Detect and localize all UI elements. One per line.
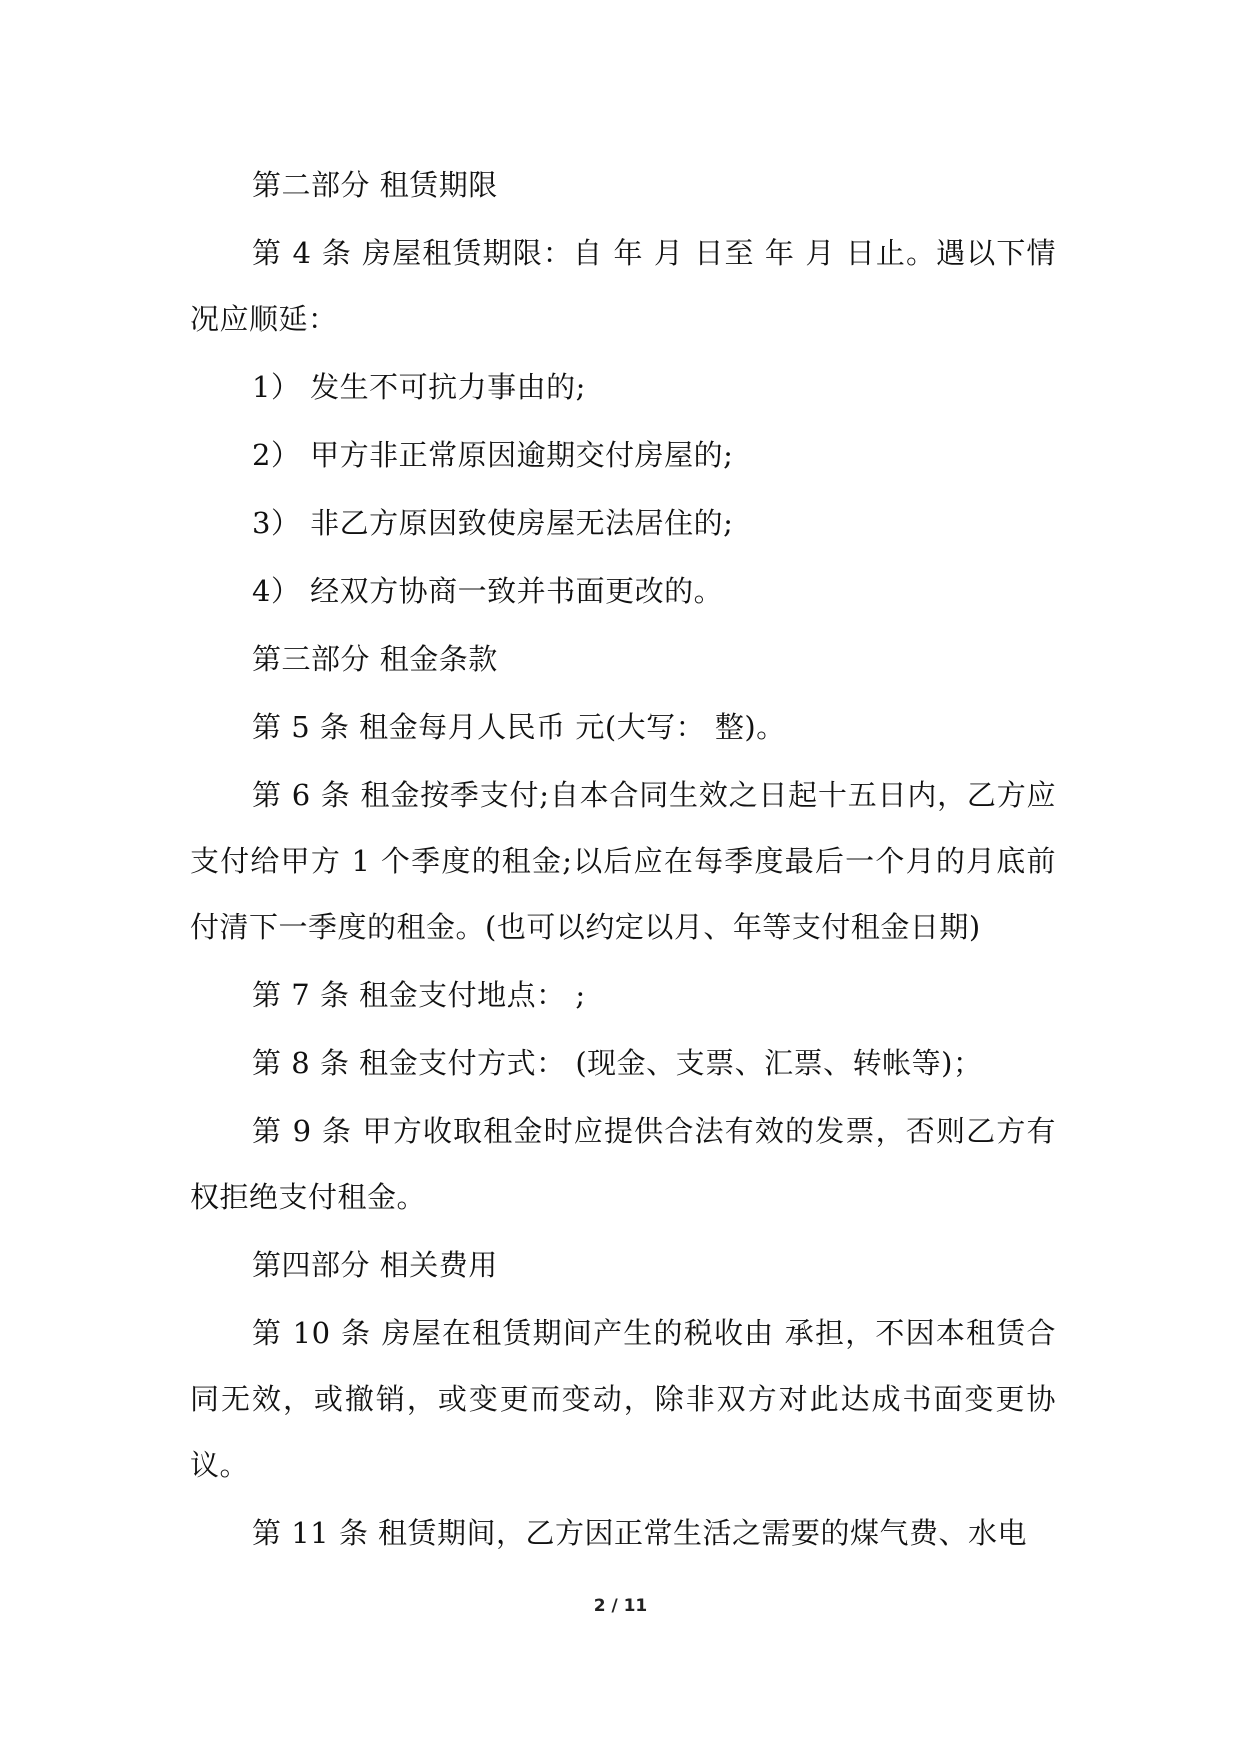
article-10-taxes: 第 10 条 房屋在租赁期间产生的税收由 承担，不因本租赁合同无效，或撤销，或变更而变动，除非双方对此达成书面变更协议。 <box>190 1316 1056 1482</box>
section-heading-related-fees: 第四部分 相关费用 <box>252 1248 498 1282</box>
article-5-monthly-rent: 第 5 条 租金每月人民币 元(大写： 整)。 <box>252 710 786 744</box>
document-body <box>190 152 1056 1568</box>
article-9-invoice: 第 9 条 甲方收取租金时应提供合法有效的发票，否则乙方有权拒绝支付租金。 <box>190 1114 1056 1214</box>
list-item-late-delivery: 2） 甲方非正常原因逾期交付房屋的; <box>252 438 734 472</box>
list-item-uninhabitable: 3） 非乙方原因致使房屋无法居住的; <box>252 506 734 540</box>
article-11-utilities: 第 11 条 租赁期间，乙方因正常生活之需要的煤气费、水电 <box>252 1516 1028 1550</box>
article-7-payment-location: 第 7 条 租金支付地点： ; <box>252 978 586 1012</box>
article-8-payment-method: 第 8 条 租金支付方式： (现金、支票、汇票、转帐等)； <box>252 1046 983 1080</box>
article-6-quarterly-payment: 第 6 条 租金按季支付;自本合同生效之日起十五日内，乙方应支付给甲方 1 个季度的租金;以后应在每季度最后一个月的月底前付清下一季度的租金。(也可以约定以月、年等支付租金日期) <box>190 778 1056 944</box>
section-heading-rent-terms: 第三部分 租金条款 <box>252 642 498 676</box>
list-item-force-majeure: 1） 发生不可抗力事由的; <box>252 370 586 404</box>
article-4-lease-period: 第 4 条 房屋租赁期限：自 年 月 日至 年 月 日止。遇以下情况应顺延： <box>190 236 1056 336</box>
page-number: 2 / 11 <box>593 1596 648 1616</box>
section-heading-lease-term: 第二部分 租赁期限 <box>252 168 498 202</box>
list-item-written-change: 4） 经双方协商一致并书面更改的。 <box>252 574 724 608</box>
